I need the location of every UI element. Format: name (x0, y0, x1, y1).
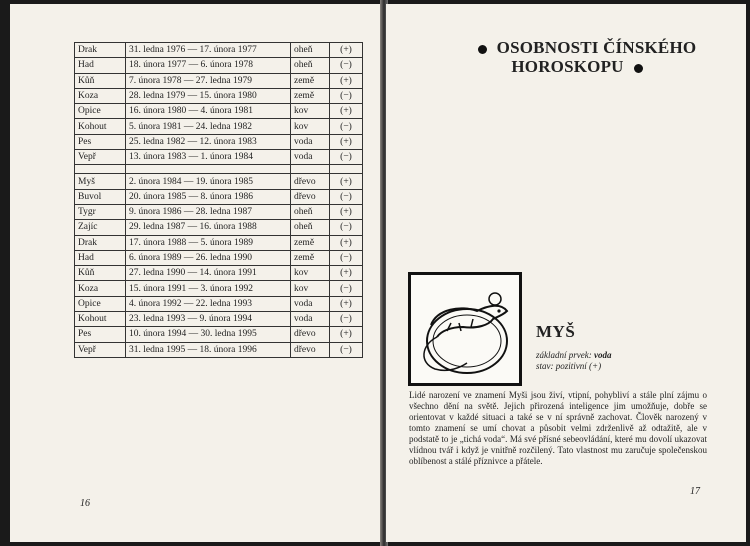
cell-dates: 25. ledna 1982 — 12. února 1983 (126, 134, 291, 149)
cell-dates: 18. února 1977 — 6. února 1978 (126, 58, 291, 73)
table-row (75, 174, 363, 189)
cell-polarity: (−) (330, 342, 363, 357)
cell-element: dřevo (291, 174, 330, 189)
cell-animal: Pes (75, 327, 126, 342)
cell-element: oheň (291, 43, 330, 58)
cell-polarity: (−) (330, 281, 363, 296)
table-row (75, 312, 363, 327)
horoscope-table (74, 42, 363, 358)
spacer-cell (75, 165, 126, 174)
table-row (75, 296, 363, 311)
cell-element: kov (291, 104, 330, 119)
cell-dates: 4. února 1992 — 22. ledna 1993 (126, 296, 291, 311)
cell-element: země (291, 250, 330, 265)
cell-animal: Koza (75, 281, 126, 296)
cell-animal: Had (75, 250, 126, 265)
cell-animal: Buvol (75, 189, 126, 204)
cell-dates: 16. února 1980 — 4. února 1981 (126, 104, 291, 119)
cell-element: dřevo (291, 327, 330, 342)
bullet-icon (634, 64, 643, 73)
spacer-cell (330, 165, 363, 174)
cell-dates: 28. ledna 1979 — 15. února 1980 (126, 88, 291, 103)
state-label: stav: (536, 361, 554, 371)
cell-animal: Vepř (75, 150, 126, 165)
page-number-right: 17 (690, 486, 700, 497)
title-line-2: HOROSKOPU (511, 57, 624, 76)
cell-dates: 31. ledna 1995 — 18. února 1996 (126, 342, 291, 357)
cell-dates: 27. ledna 1990 — 14. února 1991 (126, 266, 291, 281)
cell-element: země (291, 235, 330, 250)
cell-polarity: (+) (330, 204, 363, 219)
cell-animal: Zajíc (75, 220, 126, 235)
table-row (75, 204, 363, 219)
cell-polarity: (+) (330, 235, 363, 250)
table-row (75, 281, 363, 296)
table-row (75, 250, 363, 265)
cell-polarity: (+) (330, 266, 363, 281)
table-row (75, 119, 363, 134)
basic-element-label: základní prvek: (536, 350, 592, 360)
page-title (432, 38, 732, 76)
cell-animal: Kohout (75, 119, 126, 134)
cell-dates: 13. února 1983 — 1. února 1984 (126, 150, 291, 165)
cell-animal: Myš (75, 174, 126, 189)
body-paragraph: Lidé narození ve znamení Myši jsou živí, vtipní, pohybliví a stále plní zájmu o všechno dění na světě. Jejich přirozená inteligence jim umožňuje, dobře se orientovat v každé situaci a také se v ní správně zachovat. Člověk narozený v tomto znamení se umí chovat a působit velmi zdrženlivě až odtažitě, ale v podstatě to je „tichá voda“. Má své přísné sebeovládání, které mu dovolí ukazovat vlídnou tvář i když je vnitřně rozčilený. Tato vlastnost mu zaručuje společenskou oblíbenost a stálé příznivce a přátele. (409, 390, 707, 466)
table-spacer-row (75, 165, 363, 174)
table-row (75, 43, 363, 58)
rat-illustration-icon (408, 272, 522, 386)
table-row (75, 342, 363, 357)
spacer-cell (126, 165, 291, 174)
table-row (75, 235, 363, 250)
cell-dates: 9. února 1986 — 28. ledna 1987 (126, 204, 291, 219)
cell-polarity: (−) (330, 58, 363, 73)
table-row (75, 104, 363, 119)
cell-animal: Had (75, 58, 126, 73)
cell-dates: 15. února 1991 — 3. února 1992 (126, 281, 291, 296)
table-row (75, 220, 363, 235)
cell-animal: Opice (75, 296, 126, 311)
cell-animal: Drak (75, 43, 126, 58)
cell-element: oheň (291, 204, 330, 219)
left-page (10, 4, 382, 542)
cell-element: oheň (291, 220, 330, 235)
cell-dates: 20. února 1985 — 8. února 1986 (126, 189, 291, 204)
cell-polarity: (+) (330, 73, 363, 88)
cell-dates: 17. února 1988 — 5. února 1989 (126, 235, 291, 250)
table-row (75, 134, 363, 149)
cell-animal: Vepř (75, 342, 126, 357)
cell-animal: Kůň (75, 266, 126, 281)
table-row (75, 266, 363, 281)
cell-polarity: (−) (330, 220, 363, 235)
page-number-left: 16 (80, 498, 90, 509)
right-page (386, 4, 746, 542)
table-row (75, 150, 363, 165)
cell-element: dřevo (291, 342, 330, 357)
cell-element: oheň (291, 58, 330, 73)
cell-dates: 29. ledna 1987 — 16. února 1988 (126, 220, 291, 235)
cell-element: voda (291, 296, 330, 311)
cell-animal: Kůň (75, 73, 126, 88)
basic-element-value: voda (593, 350, 612, 360)
cell-dates: 6. února 1989 — 26. ledna 1990 (126, 250, 291, 265)
cell-dates: 31. ledna 1976 — 17. února 1977 (126, 43, 291, 58)
cell-element: kov (291, 266, 330, 281)
sign-name: MYŠ (536, 322, 576, 341)
cell-element: voda (291, 312, 330, 327)
bullet-icon (478, 45, 487, 54)
spacer-cell (291, 165, 330, 174)
cell-element: kov (291, 119, 330, 134)
cell-polarity: (+) (330, 327, 363, 342)
cell-polarity: (−) (330, 150, 363, 165)
cell-animal: Kohout (75, 312, 126, 327)
cell-element: voda (291, 150, 330, 165)
cell-polarity: (+) (330, 104, 363, 119)
table-row (75, 327, 363, 342)
cell-polarity: (−) (330, 250, 363, 265)
cell-animal: Koza (75, 88, 126, 103)
cell-element: dřevo (291, 189, 330, 204)
cell-polarity: (+) (330, 296, 363, 311)
cell-animal: Tygr (75, 204, 126, 219)
body-text (409, 390, 707, 467)
cell-element: kov (291, 281, 330, 296)
cell-animal: Opice (75, 104, 126, 119)
cell-animal: Drak (75, 235, 126, 250)
table-row (75, 58, 363, 73)
cell-polarity: (−) (330, 312, 363, 327)
cell-dates: 10. února 1994 — 30. ledna 1995 (126, 327, 291, 342)
cell-polarity: (−) (330, 119, 363, 134)
cell-polarity: (+) (330, 174, 363, 189)
cell-dates: 5. února 1981 — 24. ledna 1982 (126, 119, 291, 134)
title-line-1: OSOBNOSTI ČÍNSKÉHO (496, 38, 697, 57)
cell-dates: 23. ledna 1993 — 9. února 1994 (126, 312, 291, 327)
cell-polarity: (−) (330, 189, 363, 204)
cell-polarity: (+) (330, 134, 363, 149)
cell-element: voda (291, 134, 330, 149)
table-row (75, 88, 363, 103)
table-row (75, 189, 363, 204)
sign-meta (536, 350, 611, 372)
cell-polarity: (+) (330, 43, 363, 58)
cell-polarity: (−) (330, 88, 363, 103)
state-value: pozitivní (+) (555, 361, 602, 371)
cell-element: země (291, 88, 330, 103)
cell-element: země (291, 73, 330, 88)
cell-animal: Pes (75, 134, 126, 149)
cell-dates: 7. února 1978 — 27. ledna 1979 (126, 73, 291, 88)
cell-dates: 2. února 1984 — 19. února 1985 (126, 174, 291, 189)
table-row (75, 73, 363, 88)
